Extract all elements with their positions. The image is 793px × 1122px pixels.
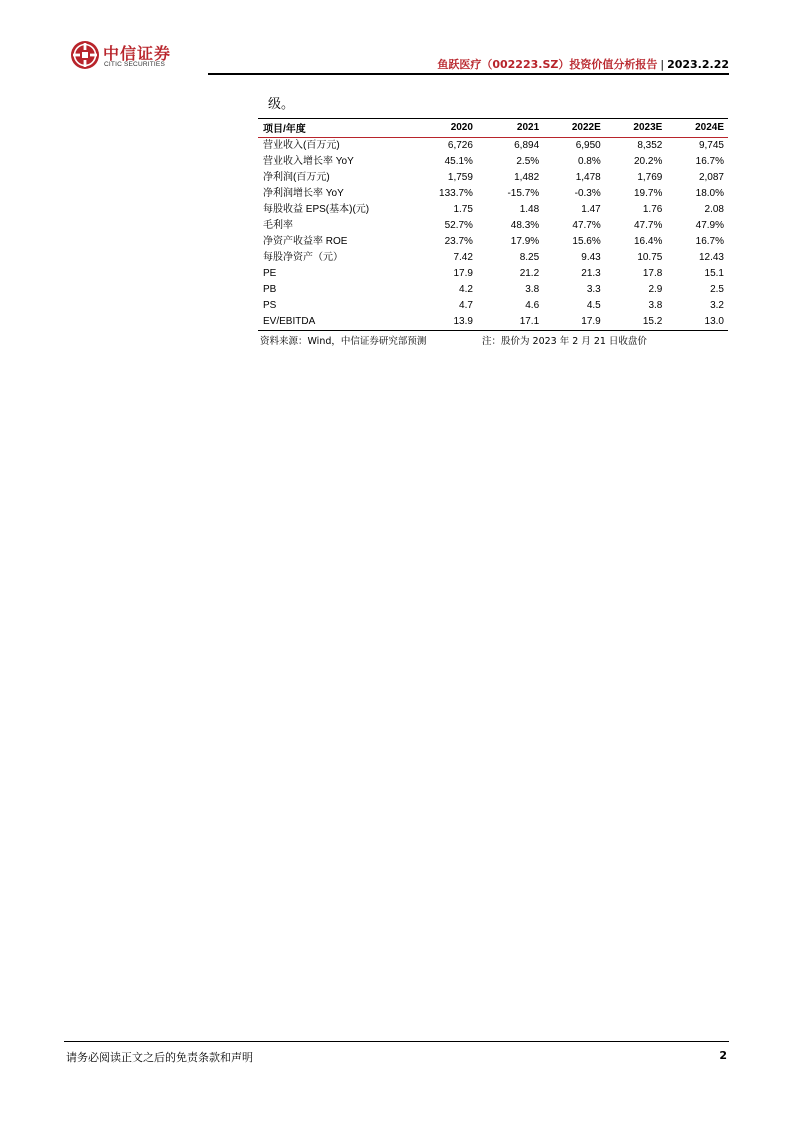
table-body	[258, 138, 728, 331]
value-cell: 16.7%	[695, 236, 724, 247]
value-cell: 17.9%	[510, 236, 540, 247]
table-row	[258, 298, 728, 314]
value-cell: 21.3	[581, 268, 601, 279]
table-row	[258, 282, 728, 298]
row-label-cell: 毛利率	[263, 220, 293, 231]
table-row	[258, 154, 728, 170]
value-cell: 3.8	[648, 300, 663, 311]
value-cell: 13.0	[666, 314, 728, 331]
logo-chinese-text: 中信证券	[103, 44, 172, 63]
citic-logo-icon	[70, 40, 100, 70]
header-cell-2023e: 2023E	[605, 119, 667, 138]
value-cell: -15.7%	[507, 188, 540, 199]
table-row	[258, 234, 728, 250]
value-cell: 15.2	[605, 314, 667, 331]
row-label-cell: PE	[263, 268, 277, 279]
financial-forecast-table	[258, 118, 728, 331]
table-row	[258, 202, 728, 218]
value-cell: 3.3	[586, 284, 601, 295]
row-label-cell: 营业收入(百万元)	[263, 140, 340, 151]
value-cell: 23.7%	[444, 236, 473, 247]
citic-logo	[70, 40, 180, 72]
value-cell: 3.2	[710, 300, 724, 311]
row-label-cell: 净利润(百万元)	[263, 172, 330, 183]
header-divider	[208, 73, 729, 75]
value-cell: 0.8%	[577, 156, 601, 167]
value-cell: -0.3%	[574, 188, 601, 199]
value-cell: 1.76	[642, 204, 663, 215]
value-cell: 4.2	[459, 284, 473, 295]
table-header-row	[258, 119, 728, 138]
value-cell: 1,478	[575, 172, 601, 183]
table-row	[258, 170, 728, 186]
row-label-cell: 每股收益 EPS(基本)(元)	[263, 204, 370, 215]
value-cell: 15.1	[704, 268, 724, 279]
row-label-cell: PS	[263, 300, 277, 311]
table-row	[258, 186, 728, 202]
header-cell-2021: 2021	[477, 119, 543, 138]
value-cell: 6,950	[575, 140, 601, 151]
table-row	[258, 138, 728, 155]
value-cell: 12.43	[698, 252, 724, 263]
value-cell: 16.4%	[633, 236, 663, 247]
value-cell: 1.75	[453, 204, 473, 215]
row-label-cell: 营业收入增长率 YoY	[263, 156, 354, 167]
row-label-cell: EV/EBITDA	[258, 314, 407, 331]
value-cell: 2.5%	[516, 156, 540, 167]
value-cell: 17.9	[453, 268, 473, 279]
value-cell: 13.9	[407, 314, 477, 331]
value-cell: 1,769	[637, 172, 663, 183]
value-cell: 6,894	[514, 140, 540, 151]
value-cell: 3.8	[525, 284, 540, 295]
value-cell: 9,745	[698, 140, 724, 151]
value-cell: 6,726	[447, 140, 473, 151]
header-separator: |	[660, 58, 665, 71]
value-cell: 8.25	[519, 252, 540, 263]
value-cell: 21.2	[519, 268, 540, 279]
table-row	[258, 266, 728, 282]
row-label-cell: 每股净资产（元）	[263, 252, 343, 263]
value-cell: 10.75	[637, 252, 663, 263]
value-cell: 18.0%	[695, 188, 724, 199]
header-cell-2022e: 2022E	[543, 119, 605, 138]
value-cell: 4.6	[525, 300, 540, 311]
value-cell: 2.08	[704, 204, 724, 215]
value-cell: 19.7%	[633, 188, 663, 199]
value-cell: 45.1%	[444, 156, 473, 167]
value-cell: 7.42	[453, 252, 473, 263]
value-cell: 9.43	[581, 252, 601, 263]
value-cell: 8,352	[637, 140, 663, 151]
value-cell: 52.7%	[444, 220, 473, 231]
value-cell: 2.5	[710, 284, 724, 295]
value-cell: 16.7%	[695, 156, 724, 167]
report-date: 2023.2.22	[667, 58, 729, 71]
table-row	[258, 218, 728, 234]
report-title: 鱼跃医疗（002223.SZ）投资价值分析报告	[437, 58, 658, 71]
row-label-cell: 净资产收益率 ROE	[263, 236, 348, 247]
value-cell: 1,759	[447, 172, 473, 183]
value-cell: 17.8	[642, 268, 663, 279]
value-cell: 47.9%	[695, 220, 724, 231]
price-note: 注：股价为 2023 年 2 月 21 日收盘价	[482, 336, 647, 347]
value-cell: 47.7%	[572, 220, 601, 231]
row-label-cell: 净利润增长率 YoY	[263, 188, 344, 199]
table-row	[258, 250, 728, 266]
report-header	[437, 56, 729, 72]
value-cell: 4.7	[459, 300, 473, 311]
intro-text: 级。	[268, 97, 295, 112]
value-cell: 48.3%	[510, 220, 540, 231]
header-cell-item: 项目/年度	[258, 119, 407, 138]
row-label-cell: PB	[263, 284, 277, 295]
value-cell: 2,087	[698, 172, 724, 183]
value-cell: 1.48	[519, 204, 540, 215]
value-cell: 1.47	[581, 204, 601, 215]
value-cell: 20.2%	[633, 156, 663, 167]
value-cell: 4.5	[586, 300, 601, 311]
logo-english-text: CITIC SECURITIES	[104, 61, 165, 68]
header-cell-2020: 2020	[407, 119, 477, 138]
header-cell-2024e: 2024E	[666, 119, 728, 138]
data-source: 资料来源：Wind，中信证券研究部预测	[260, 336, 427, 347]
footer-divider	[64, 1041, 729, 1042]
table-row	[258, 314, 728, 331]
value-cell: 1,482	[514, 172, 540, 183]
page-number: 2	[719, 1049, 727, 1062]
value-cell: 133.7%	[439, 188, 473, 199]
value-cell: 2.9	[648, 284, 663, 295]
disclaimer-text: 请务必阅读正文之后的免责条款和声明	[66, 1051, 253, 1064]
value-cell: 15.6%	[572, 236, 601, 247]
value-cell: 47.7%	[633, 220, 663, 231]
value-cell: 17.9	[543, 314, 605, 331]
value-cell: 17.1	[477, 314, 543, 331]
